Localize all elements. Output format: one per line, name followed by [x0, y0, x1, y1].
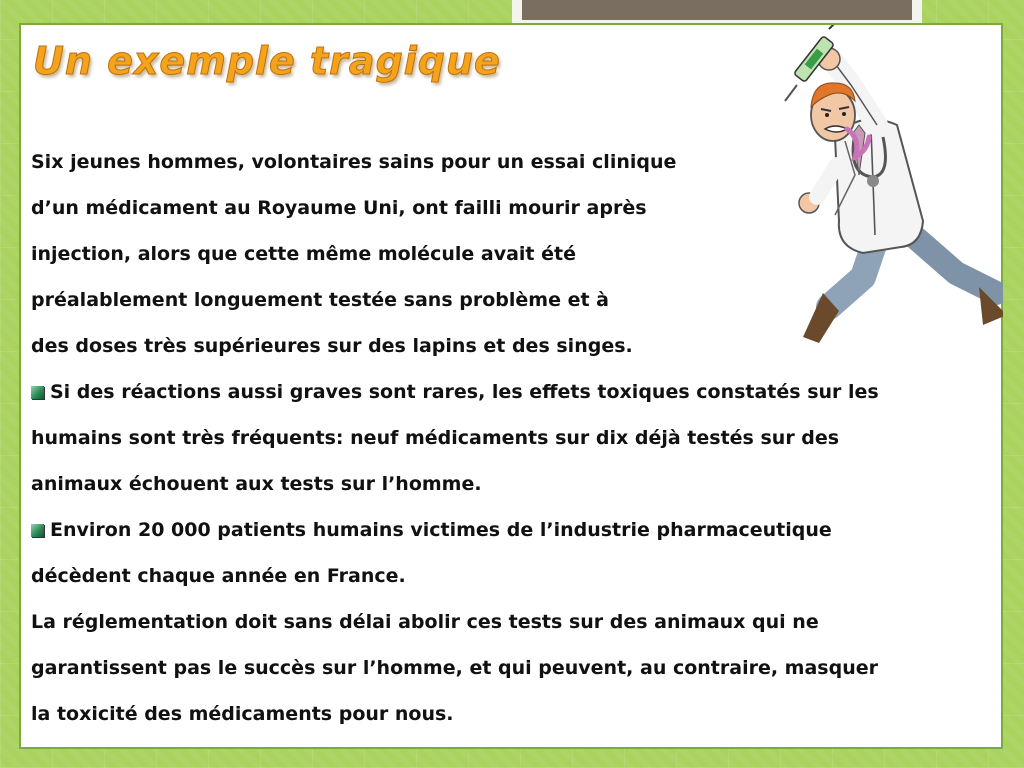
bullet-paragraph-2-first-line: [31, 507, 986, 553]
intro-line: Six jeunes hommes, volontaires sains pour un essai clinique: [31, 151, 677, 173]
bullet-square-icon: [31, 386, 44, 399]
bullet-paragraph-line: humains sont très fréquents: neuf médicaments sur dix déjà testés sur des: [31, 427, 840, 449]
intro-line: des doses très supérieures sur des lapins et des singes.: [31, 335, 633, 357]
conclusion-line: la toxicité des médicaments pour nous.: [31, 703, 454, 725]
bullet-text: Environ 20 000 patients humains victimes de l’industrie pharmaceutique: [50, 519, 832, 541]
bullet-text: Si des réactions aussi graves sont rares, les effets toxiques constatés sur les: [50, 381, 879, 403]
conclusion-line: La réglementation doit sans délai abolir ces tests sur des animaux qui ne: [31, 611, 819, 633]
intro-line: préalablement longuement testée sans problème et à: [31, 289, 609, 311]
intro-line: injection, alors que cette même molécule avait été: [31, 243, 576, 265]
conclusion-line: garantissent pas le succès sur l’homme, et qui peuvent, au contraire, masquer: [31, 657, 878, 679]
intro-line: d’un médicament au Royaume Uni, ont failli mourir après: [31, 197, 647, 219]
slide-body: [31, 139, 986, 737]
bullet-square-icon: [31, 524, 44, 537]
top-decorative-tab-inner: [522, 0, 912, 20]
slide-card: [19, 23, 1003, 749]
bullet-paragraph-1-first-line: [31, 369, 986, 415]
bullet-paragraph-line: décèdent chaque année en France.: [31, 565, 406, 587]
slide-title: Un exemple tragique: [33, 39, 501, 83]
bullet-paragraph-line: animaux échouent aux tests sur l’homme.: [31, 473, 482, 495]
